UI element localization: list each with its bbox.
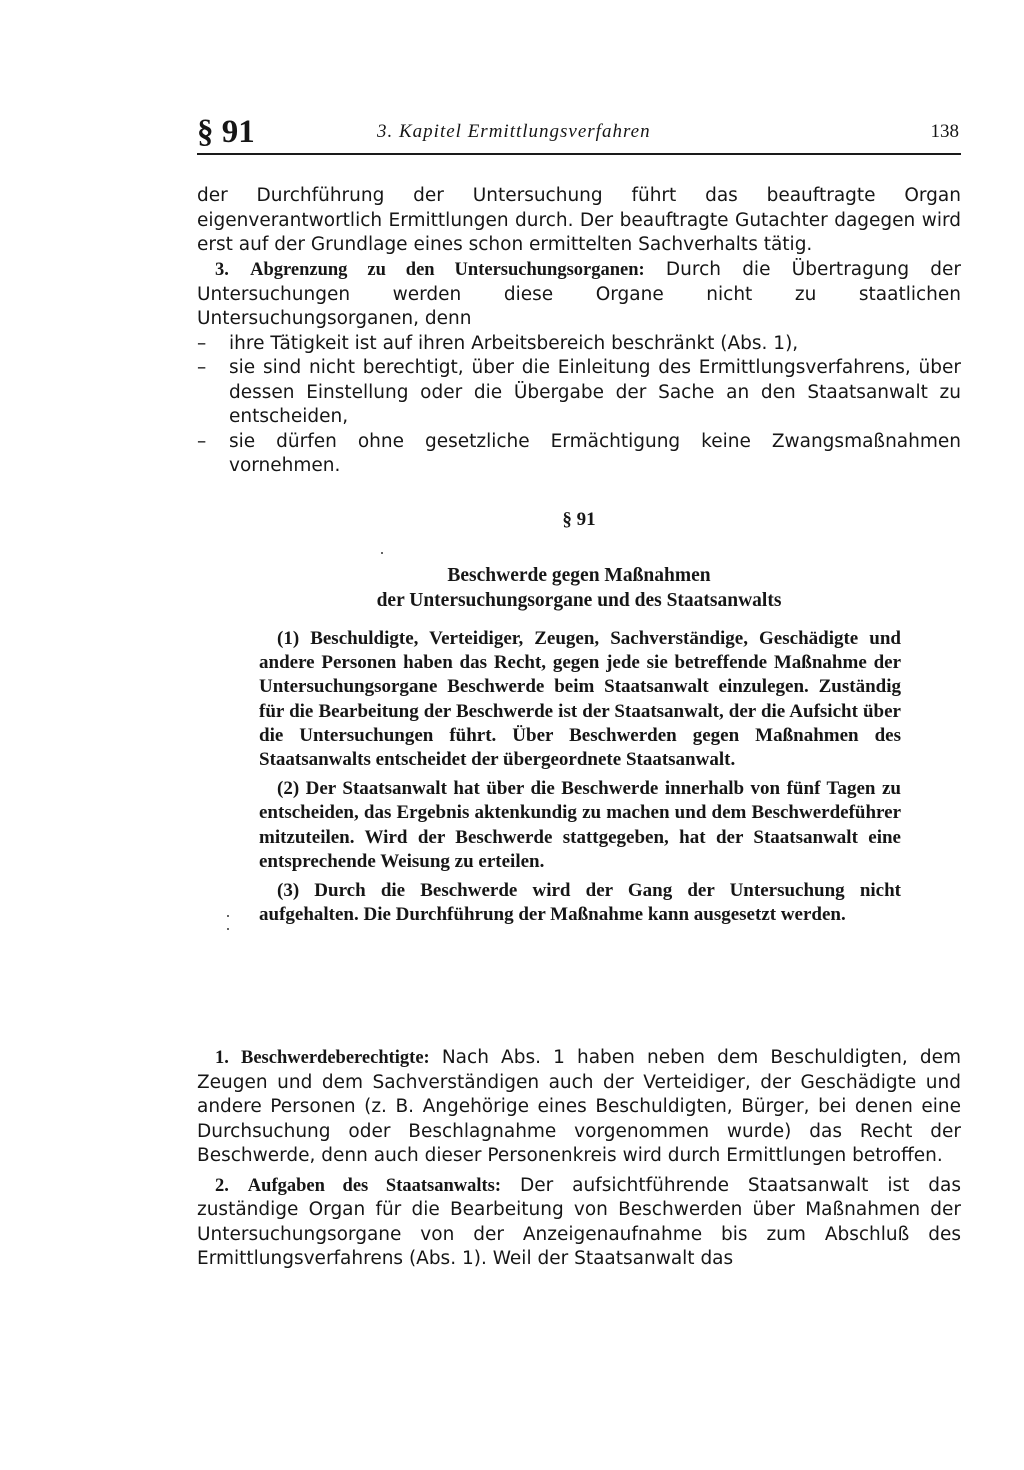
- annotation-3-title: Abgrenzung zu den Untersuchungsorganen:: [250, 260, 645, 280]
- section-title-line-1: Beschwerde gegen Maßnahmen: [447, 565, 711, 586]
- list-item-text: ihre Tätigkeit ist auf ihren Arbeitsbereich beschränkt (Abs. 1),: [229, 332, 799, 354]
- section-title-line-2: der Untersuchungsorgane und des Staatsanwalts: [376, 589, 782, 611]
- commentary-1-number: 1.: [215, 1048, 229, 1068]
- page-number: 138: [930, 121, 959, 142]
- annotation-3-intro: [197, 258, 961, 332]
- commentary-2-title: Aufgaben des Staatsanwalts:: [247, 1175, 502, 1196]
- page-header: [197, 112, 963, 156]
- list-item-text: sie dürfen ohne gesetzliche Ermächtigung keine Zwangsmaßnahmen vornehmen.: [229, 430, 961, 476]
- dash-marker: –: [197, 430, 207, 452]
- speck-mark: [381, 552, 383, 554]
- section-title: [197, 564, 961, 613]
- annotation-3-number: 3.: [215, 260, 229, 280]
- law-text: [259, 627, 901, 932]
- running-title: 3. Kapitel Ermittlungsverfahren: [377, 121, 651, 142]
- speck-mark: [227, 915, 229, 917]
- commentary-item-1: [197, 1046, 961, 1169]
- law-paragraph-1: (1) Beschuldigte, Verteidiger, Zeugen, Sachverständige, Geschädigte und andere Personen haben das Recht, gegen jede sie betreffende Maßnahme der Untersuchungsorgane Beschwerde beim Staatsanwalt einzulegen. Zuständig für die Bearbeitung der Beschwerde ist der Staatsanwalt, der die Aufsicht über die Untersuchungen führt. Über Beschwerden gegen Maßnahmen des Staatsanwalts entscheidet der übergeordnete Staatsanwalt.: [259, 628, 901, 771]
- annotation-3-text: Durch die Übertragung der Untersuchungen werden diese Organe nicht zu staatlichen Untersuchungsorganen, denn: [197, 259, 962, 329]
- continuation-paragraph: [197, 184, 961, 258]
- speck-mark: [227, 928, 229, 930]
- law-paragraph-2: (2) Der Staatsanwalt hat über die Beschwerde innerhalb von fünf Tagen zu entscheiden, das Ergebnis aktenkundig zu machen und dem Beschwerdeführer mitzuteilen. Wird der Beschwerde stattgegeben, hat der Staatsanwalt eine entsprechende Weisung zu erteilen.: [259, 778, 901, 872]
- header-section-mark: § 91: [197, 114, 255, 150]
- commentary-2-text: Der aufsichtführende Staatsanwalt ist das zuständige Organ für die Bearbeitung von Beschwerden über Maßnahmen der Untersuchungsorgane von der Anzeigenaufnahme bis zum Abschluß des Ermittlungsverfahrens (Abs. 1). Weil der Staatsanwalt das: [197, 1174, 961, 1269]
- annotation-3: [197, 258, 961, 479]
- dash-marker: –: [197, 332, 207, 354]
- commentary: [197, 1046, 961, 1277]
- annotation-3-list: [197, 332, 961, 479]
- commentary-1-text: Nach Abs. 1 haben neben dem Beschuldigten, dem Zeugen und dem Sachverständigen auch der Verteidiger, der Geschädigte und andere Personen (z. B. Angehörige eines Beschuldigten, Bürger, bei denen eine Durchsuchung oder Beschlagnahme vorgenommen wurde) das Recht der Beschwerde, denn auch dieser Personenkreis wird durch Ermittlungen betroffen.: [197, 1047, 961, 1166]
- header-rule: [197, 153, 961, 155]
- list-item-text: sie sind nicht berechtigt, über die Einleitung des Ermittlungsverfahrens, über dessen Einstellung oder die Übergabe der Sache an den Staatsanwalt zu entscheiden,: [229, 357, 961, 427]
- law-paragraph-3: (3) Durch die Beschwerde wird der Gang der Untersuchung nicht aufgehalten. Die Durchführung der Maßnahme kann ausgesetzt werden.: [259, 880, 901, 926]
- commentary-1-title: Beschwerdeberechtigte:: [241, 1048, 430, 1068]
- commentary-item-2: [197, 1174, 961, 1272]
- list-item: [197, 430, 961, 479]
- continuation-text: der Durchführung der Untersuchung führt das beauftragte Organ eigenverantwortlich Ermittlungen durch. Der beauftragte Gutachter dagegen wird erst auf der Grundlage eines schon ermittelten Sachverhalts tätig.: [197, 185, 961, 255]
- list-item: [197, 332, 961, 357]
- list-item: [197, 356, 961, 430]
- dash-marker: –: [197, 357, 207, 378]
- commentary-2-number: 2.: [215, 1175, 229, 1196]
- section-heading: § 91: [562, 509, 596, 530]
